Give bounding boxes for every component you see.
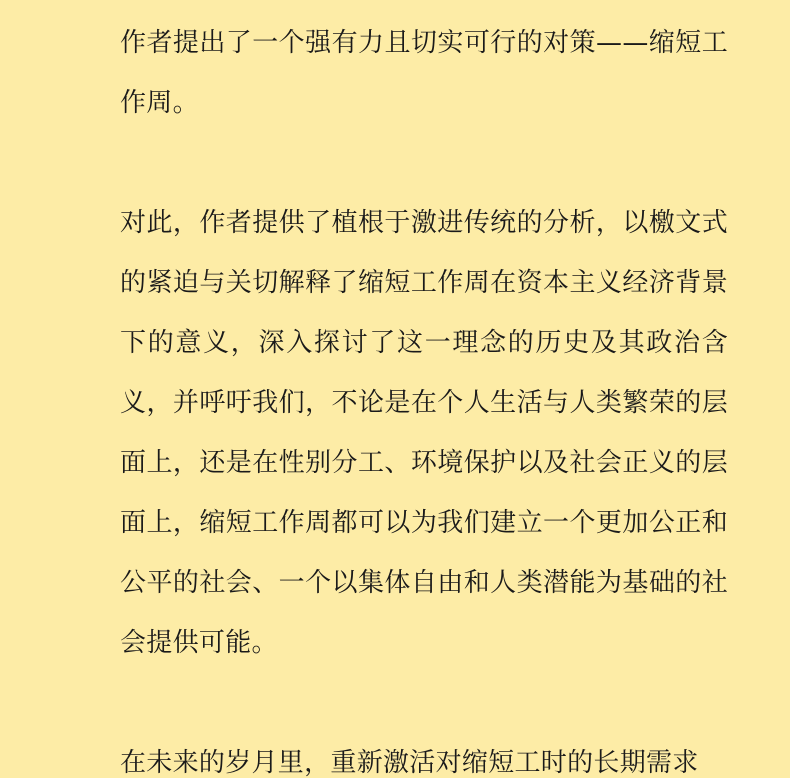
article-paragraph-2: 对此，作者提供了植根于激进传统的分析，以檄文式的紧迫与关切解释了缩短工作周在资本主义经济背景下的意义，深入探讨了这一理念的历史及其政治含义，并呼吁我们，不论是在个人生活与人类繁荣的层面上，还是在性别分工、环境保护以及社会正义的层面上，缩短工作周都可以为我们建立一个更加公正和公平的社会、一个以集体自由和人类潜能为基础的社会提供可能。: [120, 208, 728, 658]
article-paragraph-3: 在未来的岁月里，重新激活对缩短工时的长期需求: [120, 748, 699, 778]
article-body: [120, 13, 728, 778]
article-paragraph-1: 作者提出了一个强有力且切实可行的对策——缩短工作周。: [120, 28, 728, 118]
